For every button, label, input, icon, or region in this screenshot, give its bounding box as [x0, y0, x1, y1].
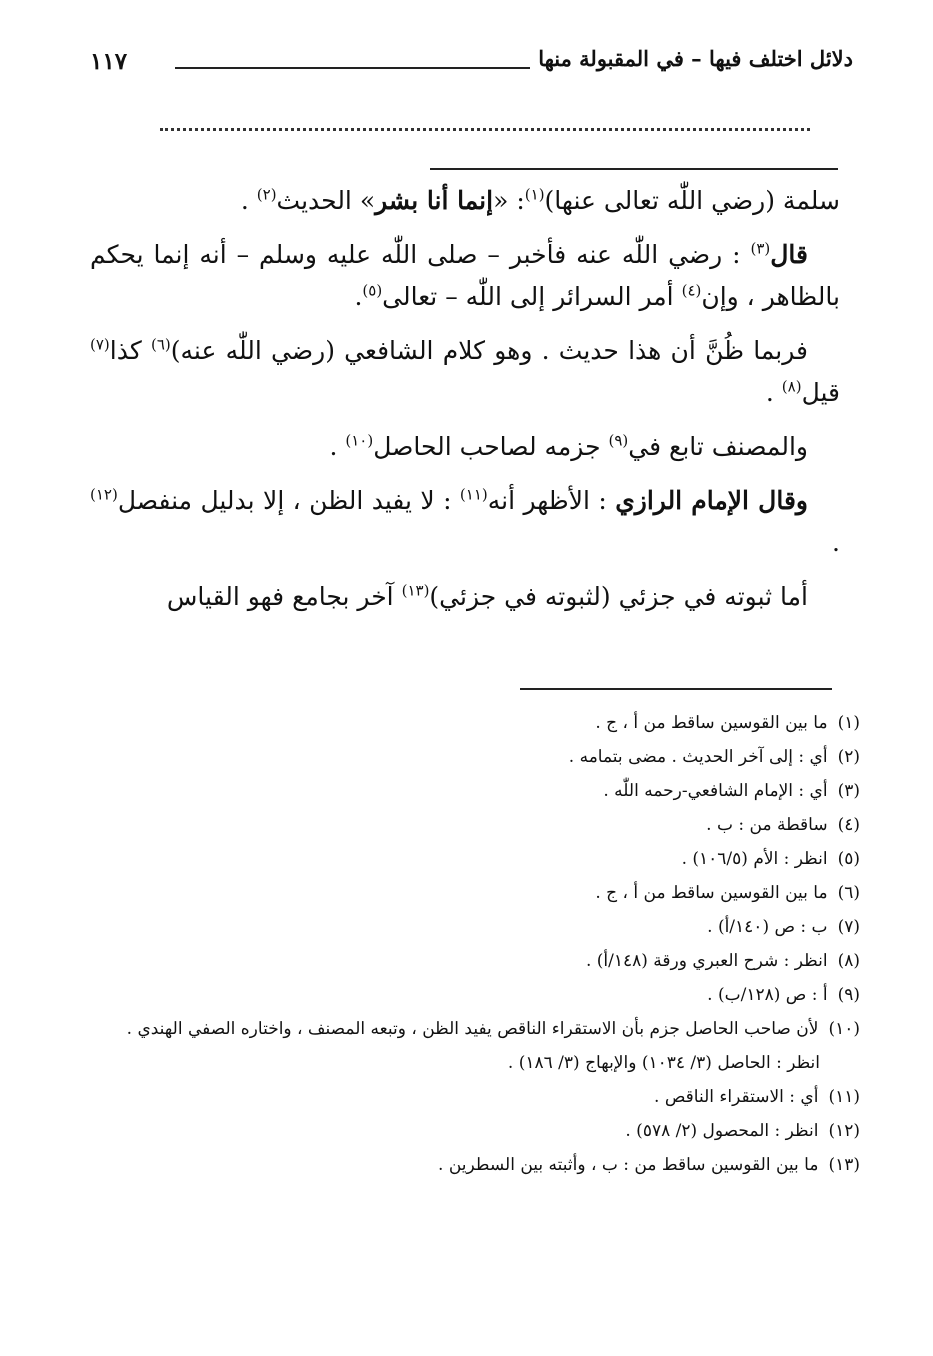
- footnote-2: [90, 740, 860, 774]
- footnote-text: أي : الإمام الشافعي-رحمه اللّٰه .: [603, 781, 828, 801]
- footnote-number: (١١): [828, 1087, 860, 1107]
- text: : رضي اللّٰه عنه فأخبر – صلى اللّٰه عليه وسلم – أنه إنما يحكم بالظاهر ، وإن: [90, 240, 840, 311]
- text: : «: [493, 186, 525, 215]
- footnote-number: (٢): [837, 747, 860, 767]
- footnote-8: [90, 944, 860, 978]
- footnote-ref-10: (١٠): [345, 431, 374, 450]
- text: أمر السرائر إلى اللّٰه – تعالى: [382, 282, 682, 311]
- footnotes: [90, 706, 860, 1182]
- footnote-number: (١٠): [828, 1019, 860, 1039]
- footnote-text: انظر : الأم (١٠٦/٥) .: [681, 849, 828, 869]
- text: سلمة (رضي اللّٰه تعالى عنها): [544, 186, 840, 215]
- footnote-3: [90, 774, 860, 808]
- footnote-12: [90, 1114, 860, 1148]
- footnote-number: (٥): [837, 849, 860, 869]
- footnote-10-reference: انظر : الحاصل (٣/ ١٠٣٤) والإبهاج (٣/ ١٨٦) .: [507, 1053, 820, 1073]
- footnote-number: (١٣): [828, 1155, 860, 1175]
- paragraph-3: [90, 330, 840, 414]
- footnote-text: أ : ص (١٢٨/ب) .: [707, 985, 828, 1005]
- footnote-text: أي : الاستقراء الناقص .: [654, 1087, 819, 1107]
- text: جزمه لصاحب الحاصل: [373, 432, 609, 461]
- footnote-ref-6: (٦): [150, 335, 171, 354]
- text: أما ثبوته في جزئي (لثبوته في جزئي): [429, 582, 808, 611]
- footnote-ref-8: (٨): [781, 377, 802, 396]
- footnote-ref-5: (٥): [362, 281, 383, 300]
- footnote-rule: [520, 688, 832, 690]
- footnote-text: ب : ص (١٤٠/أ) .: [707, 917, 828, 937]
- footnote-4: [90, 808, 860, 842]
- footnote-text: انظر : المحصول (٢/ ٥٧٨) .: [625, 1121, 819, 1141]
- footnote-7: [90, 910, 860, 944]
- main-text: [90, 180, 840, 630]
- running-head: دلائل اختلف فيها – في المقبولة منها: [538, 46, 853, 71]
- text: آخر بجامع فهو القياس: [166, 582, 402, 611]
- text: .: [329, 432, 346, 461]
- footnote-number: (٣): [837, 781, 860, 801]
- footnote-number: (٤): [837, 815, 860, 835]
- quoted-hadith: إنما أنا بشر: [375, 186, 494, 215]
- paragraph-5: [90, 480, 840, 564]
- text: .: [354, 282, 363, 311]
- bold-term: قال: [770, 240, 808, 269]
- footnote-text: ما بين القوسين ساقط من أ ، ج .: [595, 883, 828, 903]
- text: .: [832, 528, 840, 557]
- text: كذا: [109, 336, 151, 365]
- footnote-text: ما بين القوسين ساقط من : ب ، وأثبته بين السطرين .: [438, 1155, 819, 1175]
- footnote-text: انظر : شرح العبري ورقة (١٤٨/أ) .: [585, 951, 828, 971]
- header-rule: [175, 67, 530, 69]
- footnote-ref-13: (١٣): [401, 581, 430, 600]
- paragraph-2: [90, 234, 840, 318]
- footnote-ref-11: (١١): [459, 485, 488, 504]
- footnote-number: (١): [837, 713, 860, 733]
- paragraph-6: [90, 576, 840, 618]
- footnote-text: لأن صاحب الحاصل جزم بأن الاستقراء الناقص يفيد الظن ، وتبعه المصنف ، واختاره الصفي الهندي .: [126, 1019, 819, 1039]
- footnote-text: ساقطة من : ب .: [706, 815, 828, 835]
- dotted-separator: [160, 128, 810, 131]
- paragraph-1: [90, 180, 840, 222]
- text: » الحديث: [276, 186, 376, 215]
- footnote-text: أي : إلى آخر الحديث . مضى بتمامه .: [568, 747, 828, 767]
- footnote-ref-2: (٢): [256, 185, 277, 204]
- footnote-9: [90, 978, 860, 1012]
- footnote-ref-7: (٧): [90, 335, 110, 354]
- footnote-ref-3: (٣): [750, 239, 771, 258]
- text: .: [765, 378, 782, 407]
- footnote-number: (٩): [837, 985, 860, 1005]
- text: قيل: [801, 378, 840, 407]
- bold-term: وقال الإمام الرازي: [615, 486, 808, 515]
- footnote-ref-4: (٤): [681, 281, 702, 300]
- text: فربما ظُنَّ أن هذا حديث . وهو كلام الشافعي (رضي اللّٰه عنه): [170, 336, 808, 365]
- footnote-ref-9: (٩): [608, 431, 629, 450]
- text: والمصنف تابع في: [628, 432, 808, 461]
- footnote-6: [90, 876, 860, 910]
- paragraph-4: [90, 426, 840, 468]
- footnote-number: (١٢): [828, 1121, 860, 1141]
- text: : لا يفيد الظن ، إلا بدليل منفصل: [117, 486, 460, 515]
- footnote-11: [90, 1080, 860, 1114]
- footnote-13: [90, 1148, 860, 1182]
- footnote-number: (٨): [837, 951, 860, 971]
- page-number: ١١٧: [90, 48, 128, 75]
- footnote-5: [90, 842, 860, 876]
- footnote-1: [90, 706, 860, 740]
- text: .: [240, 186, 257, 215]
- footnote-ref-12: (١٢): [90, 485, 118, 504]
- footnote-number: (٧): [837, 917, 860, 937]
- footnote-ref-1: (١): [524, 185, 545, 204]
- footnote-number: (٦): [837, 883, 860, 903]
- footnote-text: ما بين القوسين ساقط من أ ، ج .: [595, 713, 828, 733]
- text: : الأظهر أنه: [487, 486, 616, 515]
- footnote-10: [90, 1012, 860, 1046]
- top-rule: [430, 168, 838, 170]
